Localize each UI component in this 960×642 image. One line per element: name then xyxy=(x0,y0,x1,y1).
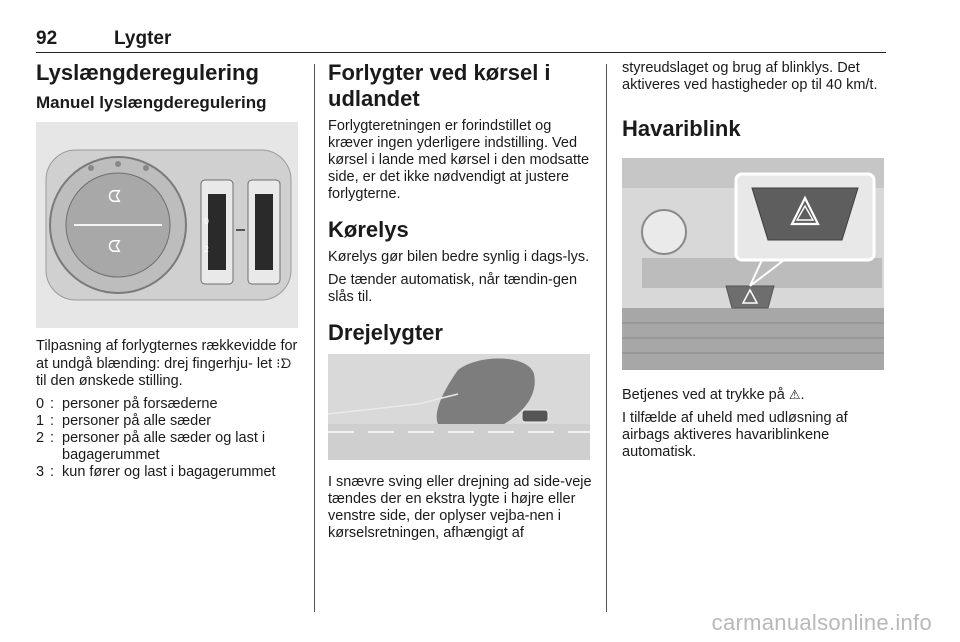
page-header xyxy=(36,26,886,53)
wheel-label-0: 0 xyxy=(204,217,210,226)
watermark: carmanualsonline.info xyxy=(711,610,932,635)
abroad-text: Forlygteretningen er forindstillet og kræver ingen yderligere indstilling. Ved kørsel i lande med kørsel i den modsatte side, er det ikke nødvendigt at justere forlygterne. xyxy=(328,118,590,202)
column-divider-2 xyxy=(606,64,607,612)
column-3 xyxy=(622,60,886,467)
list-item: 0 : personer på forsæderne xyxy=(36,396,218,412)
hazard-triangle-icon: ⚠ xyxy=(788,387,801,402)
range-instruction-text: Tilpasning af forlygternes rækkevidde for at undgå blænding: drej fingerhju- let ⁝ᗤ til den ønskede stilling. xyxy=(36,338,298,389)
hazard-switch-figure xyxy=(622,158,884,370)
wheel-label-2: 2 xyxy=(204,245,210,254)
section-heading-cornering-lights: Drejelygter xyxy=(328,320,443,345)
section-heading-headlight-range: Lyslængderegulering xyxy=(36,60,259,85)
cornering-lights-text: I snævre sving eller drejning ad side-veje tændes der en ekstra lygte i højre eller venstre side, der oplyser vejba-nen i kørselsretningen, afhængigt af xyxy=(328,474,592,541)
page-number: 92 xyxy=(36,28,58,49)
list-item: 2 : personer på alle sæder og last i bagagerummet xyxy=(36,430,266,463)
section-heading-abroad: Forlygter ved kørsel i udlandet xyxy=(328,60,551,111)
hazard-switch-illustration xyxy=(622,158,884,370)
subheading-manual-range: Manuel lyslængderegulering xyxy=(36,93,267,112)
light-switch-illustration xyxy=(36,122,298,328)
load-list xyxy=(36,396,300,481)
list-item: 3 : kun fører og last i bagagerummet xyxy=(36,464,276,480)
cornering-lights-continued-text: styreudslaget og brug af blinklys. Det aktiveres ved hastigheder op til 40 km/t. xyxy=(622,60,878,93)
column-1 xyxy=(36,60,300,481)
range-wheel-icon: ⁝ᗤ xyxy=(276,356,292,371)
svg-text:ᗧ: ᗧ xyxy=(108,187,122,206)
list-item: 1 : personer på alle sæder xyxy=(36,413,212,429)
column-2 xyxy=(328,60,592,548)
hazard-airbag-text: I tilfælde af uheld med udløsning af airbags aktiveres havariblinkene automatisk. xyxy=(622,410,848,460)
section-heading-hazard-lights: Havariblink xyxy=(622,116,741,141)
light-switch-figure xyxy=(36,122,298,328)
cornering-lights-figure xyxy=(328,354,590,460)
cornering-lights-illustration xyxy=(328,354,590,460)
svg-text:ᗧ: ᗧ xyxy=(108,237,122,256)
daytime-lights-text-1: Kørelys gør bilen bedre synlig i dags-lys. xyxy=(328,249,590,265)
chapter-title: Lygter xyxy=(114,28,172,49)
section-heading-daytime-lights: Kørelys xyxy=(328,217,409,242)
column-divider-1 xyxy=(314,64,315,612)
hazard-instruction-text: Betjenes ved at trykke på ⚠. xyxy=(622,387,805,403)
daytime-lights-text-2: De tænder automatisk, når tændin-gen slås til. xyxy=(328,272,578,305)
